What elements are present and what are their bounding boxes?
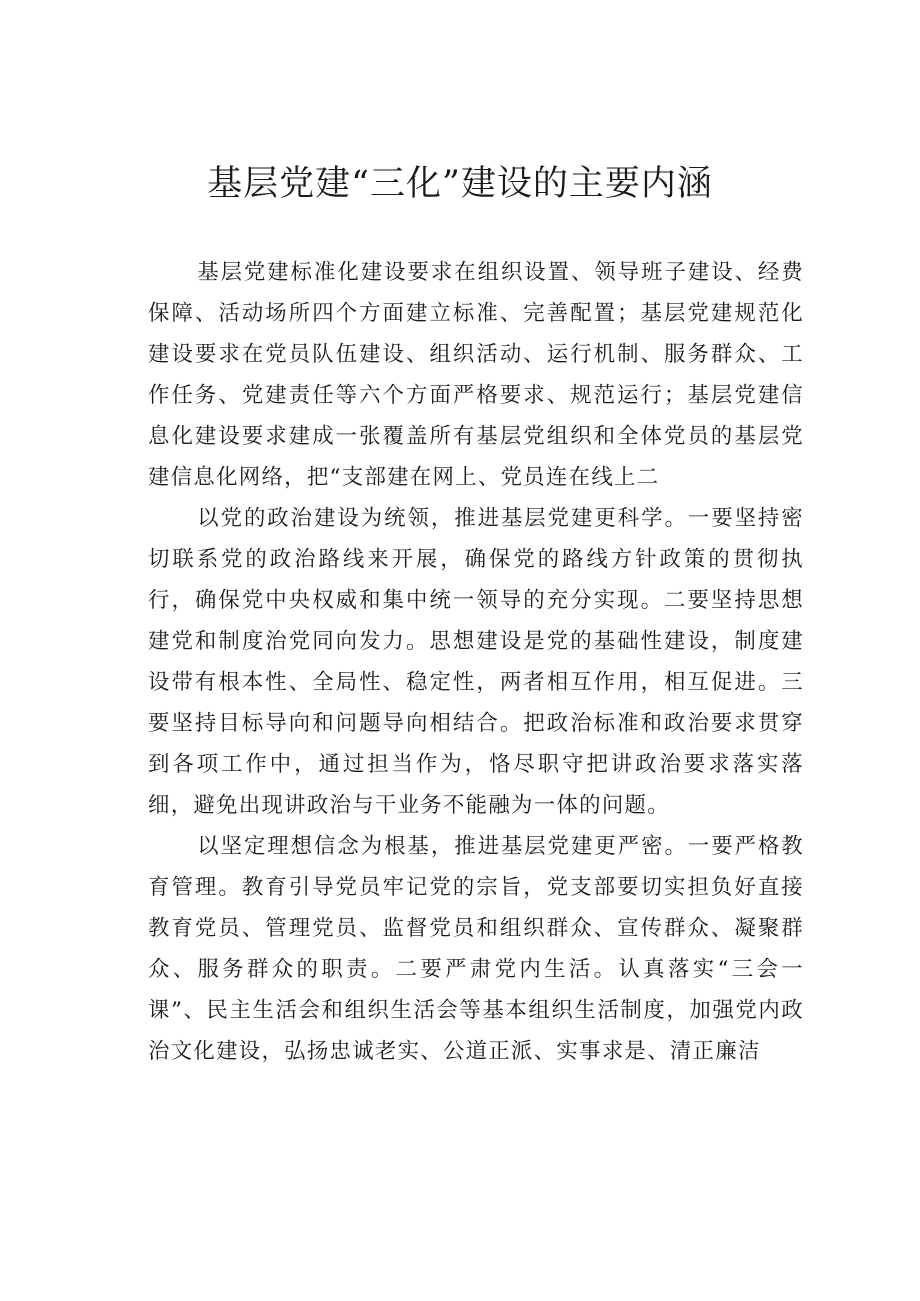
paragraph-political-construction: 以党的政治建设为统领，推进基层党建更科学。一要坚持密切联系党的政治路线来开展，确保党的路线方针政策的贯彻执行，确保党中央权威和集中统一领导的充分实现。二要坚持思想建党和制度治党同向发力。思想建设是党的基础性建设，制度建设带有根本性、全局性、稳定性，两者相互作用，相互促进。三要坚持目标导向和问题导向相结合。把政治标准和政治要求贯穿到各项工作中，通过担当作为，恪尽职守把讲政治要求落实落细，避免出现讲政治与干业务不能融为一体的问题。 [148,506,804,818]
document-body [148,252,804,1072]
document-title: 基层党建“三化”建设的主要内涵 [207,164,713,204]
paragraph-standardization: 基层党建标准化建设要求在组织设置、领导班子建设、经费保障、活动场所四个方面建立标准、完善配置；基层党建规范化建设要求在党员队伍建设、组织活动、运行机制、服务群众、工作任务、党建责任等六个方面严格要求、规范运行；基层党建信息化建设要求建成一张覆盖所有基层党组织和全体党员的基层党建信息化网络，把“支部建在网上、党员连在线上二 [148,260,804,490]
paragraph-ideals-and-beliefs: 以坚定理想信念为根基，推进基层党建更严密。一要严格教育管理。教育引导党员牢记党的宗旨，党支部要切实担负好直接教育党员、管理党员、监督党员和组织群众、宣传群众、凝聚群众、服务群众的职责。二要严肃党内生活。认真落实“三会一课”、民主生活会和组织生活会等基本组织生活制度，加强党内政治文化建设，弘扬忠诚老实、公道正派、实事求是、清正廉洁 [148,834,804,1064]
